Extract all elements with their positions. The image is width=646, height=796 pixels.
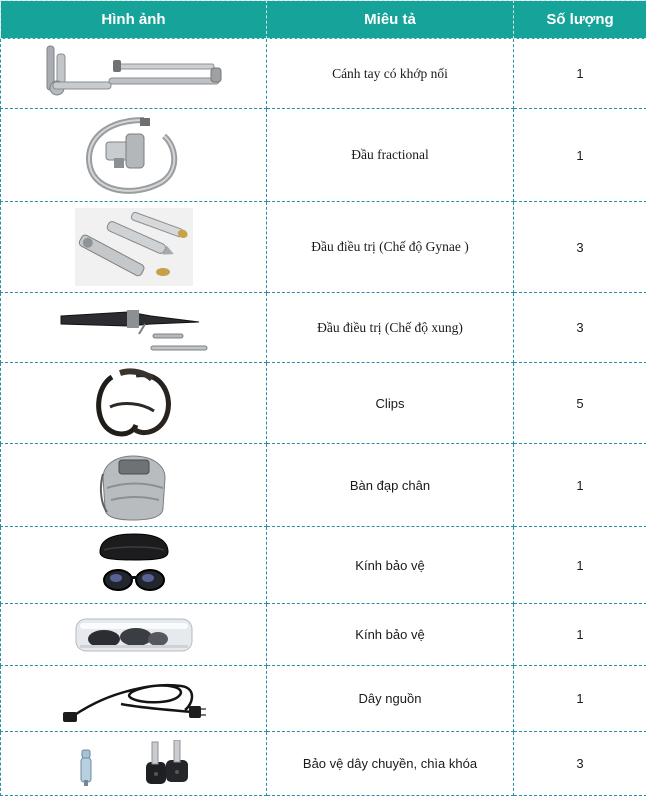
table-row [1, 363, 646, 444]
description-cell: Đầu fractional [267, 109, 514, 202]
table-row [1, 293, 646, 363]
description-cell: Bảo vệ dây chuyền, chìa khóa [267, 732, 514, 796]
quantity-cell: 1 [514, 527, 646, 604]
quantity-cell: 3 [514, 202, 646, 293]
image-cell [1, 444, 267, 527]
description-cell: Clips [267, 363, 514, 444]
quantity-cell: 1 [514, 109, 646, 202]
image-cell [1, 202, 267, 293]
keys-icon [74, 740, 194, 788]
articulated-arm-icon [39, 42, 229, 106]
table-row [1, 666, 646, 732]
gynae-tips-icon [75, 208, 193, 286]
quantity-cell: 5 [514, 363, 646, 444]
quantity-cell: 1 [514, 39, 646, 109]
description-cell: Kính bảo vệ [267, 604, 514, 666]
foot-pedal-icon [97, 448, 171, 522]
description-cell: Đầu điều trị (Chế độ Gynae ) [267, 202, 514, 293]
table-row [1, 202, 646, 293]
table-row [1, 527, 646, 604]
table-row [1, 444, 646, 527]
fractional-handpiece-icon [84, 112, 184, 198]
quantity-cell: 3 [514, 293, 646, 363]
table-row [1, 604, 646, 666]
image-cell [1, 109, 267, 202]
header-image: Hình ảnh [1, 1, 267, 39]
quantity-cell: 1 [514, 666, 646, 732]
description-cell: Dây nguồn [267, 666, 514, 732]
image-cell [1, 604, 267, 666]
description-cell: Đầu điều trị (Chế độ xung) [267, 293, 514, 363]
description-cell: Kính bảo vệ [267, 527, 514, 604]
quantity-cell: 1 [514, 444, 646, 527]
image-cell [1, 732, 267, 796]
header-description: Miêu tả [267, 1, 514, 39]
quantity-cell: 1 [514, 604, 646, 666]
image-cell [1, 39, 267, 109]
table-row [1, 732, 646, 796]
image-cell [1, 363, 267, 444]
quantity-cell: 3 [514, 732, 646, 796]
image-cell [1, 527, 267, 604]
table-row [1, 109, 646, 202]
header-row [1, 1, 646, 39]
image-cell [1, 293, 267, 363]
pulse-handpiece-icon [59, 300, 209, 356]
image-cell [1, 666, 267, 732]
description-cell: Bàn đạp chân [267, 444, 514, 527]
table-row [1, 39, 646, 109]
clips-icon [92, 367, 176, 439]
power-cord-icon [61, 674, 207, 724]
goggles-tube-icon [74, 615, 194, 655]
description-cell: Cánh tay có khớp nối [267, 39, 514, 109]
header-quantity: Số lượng [514, 1, 646, 39]
goggles-case-icon [96, 532, 172, 598]
